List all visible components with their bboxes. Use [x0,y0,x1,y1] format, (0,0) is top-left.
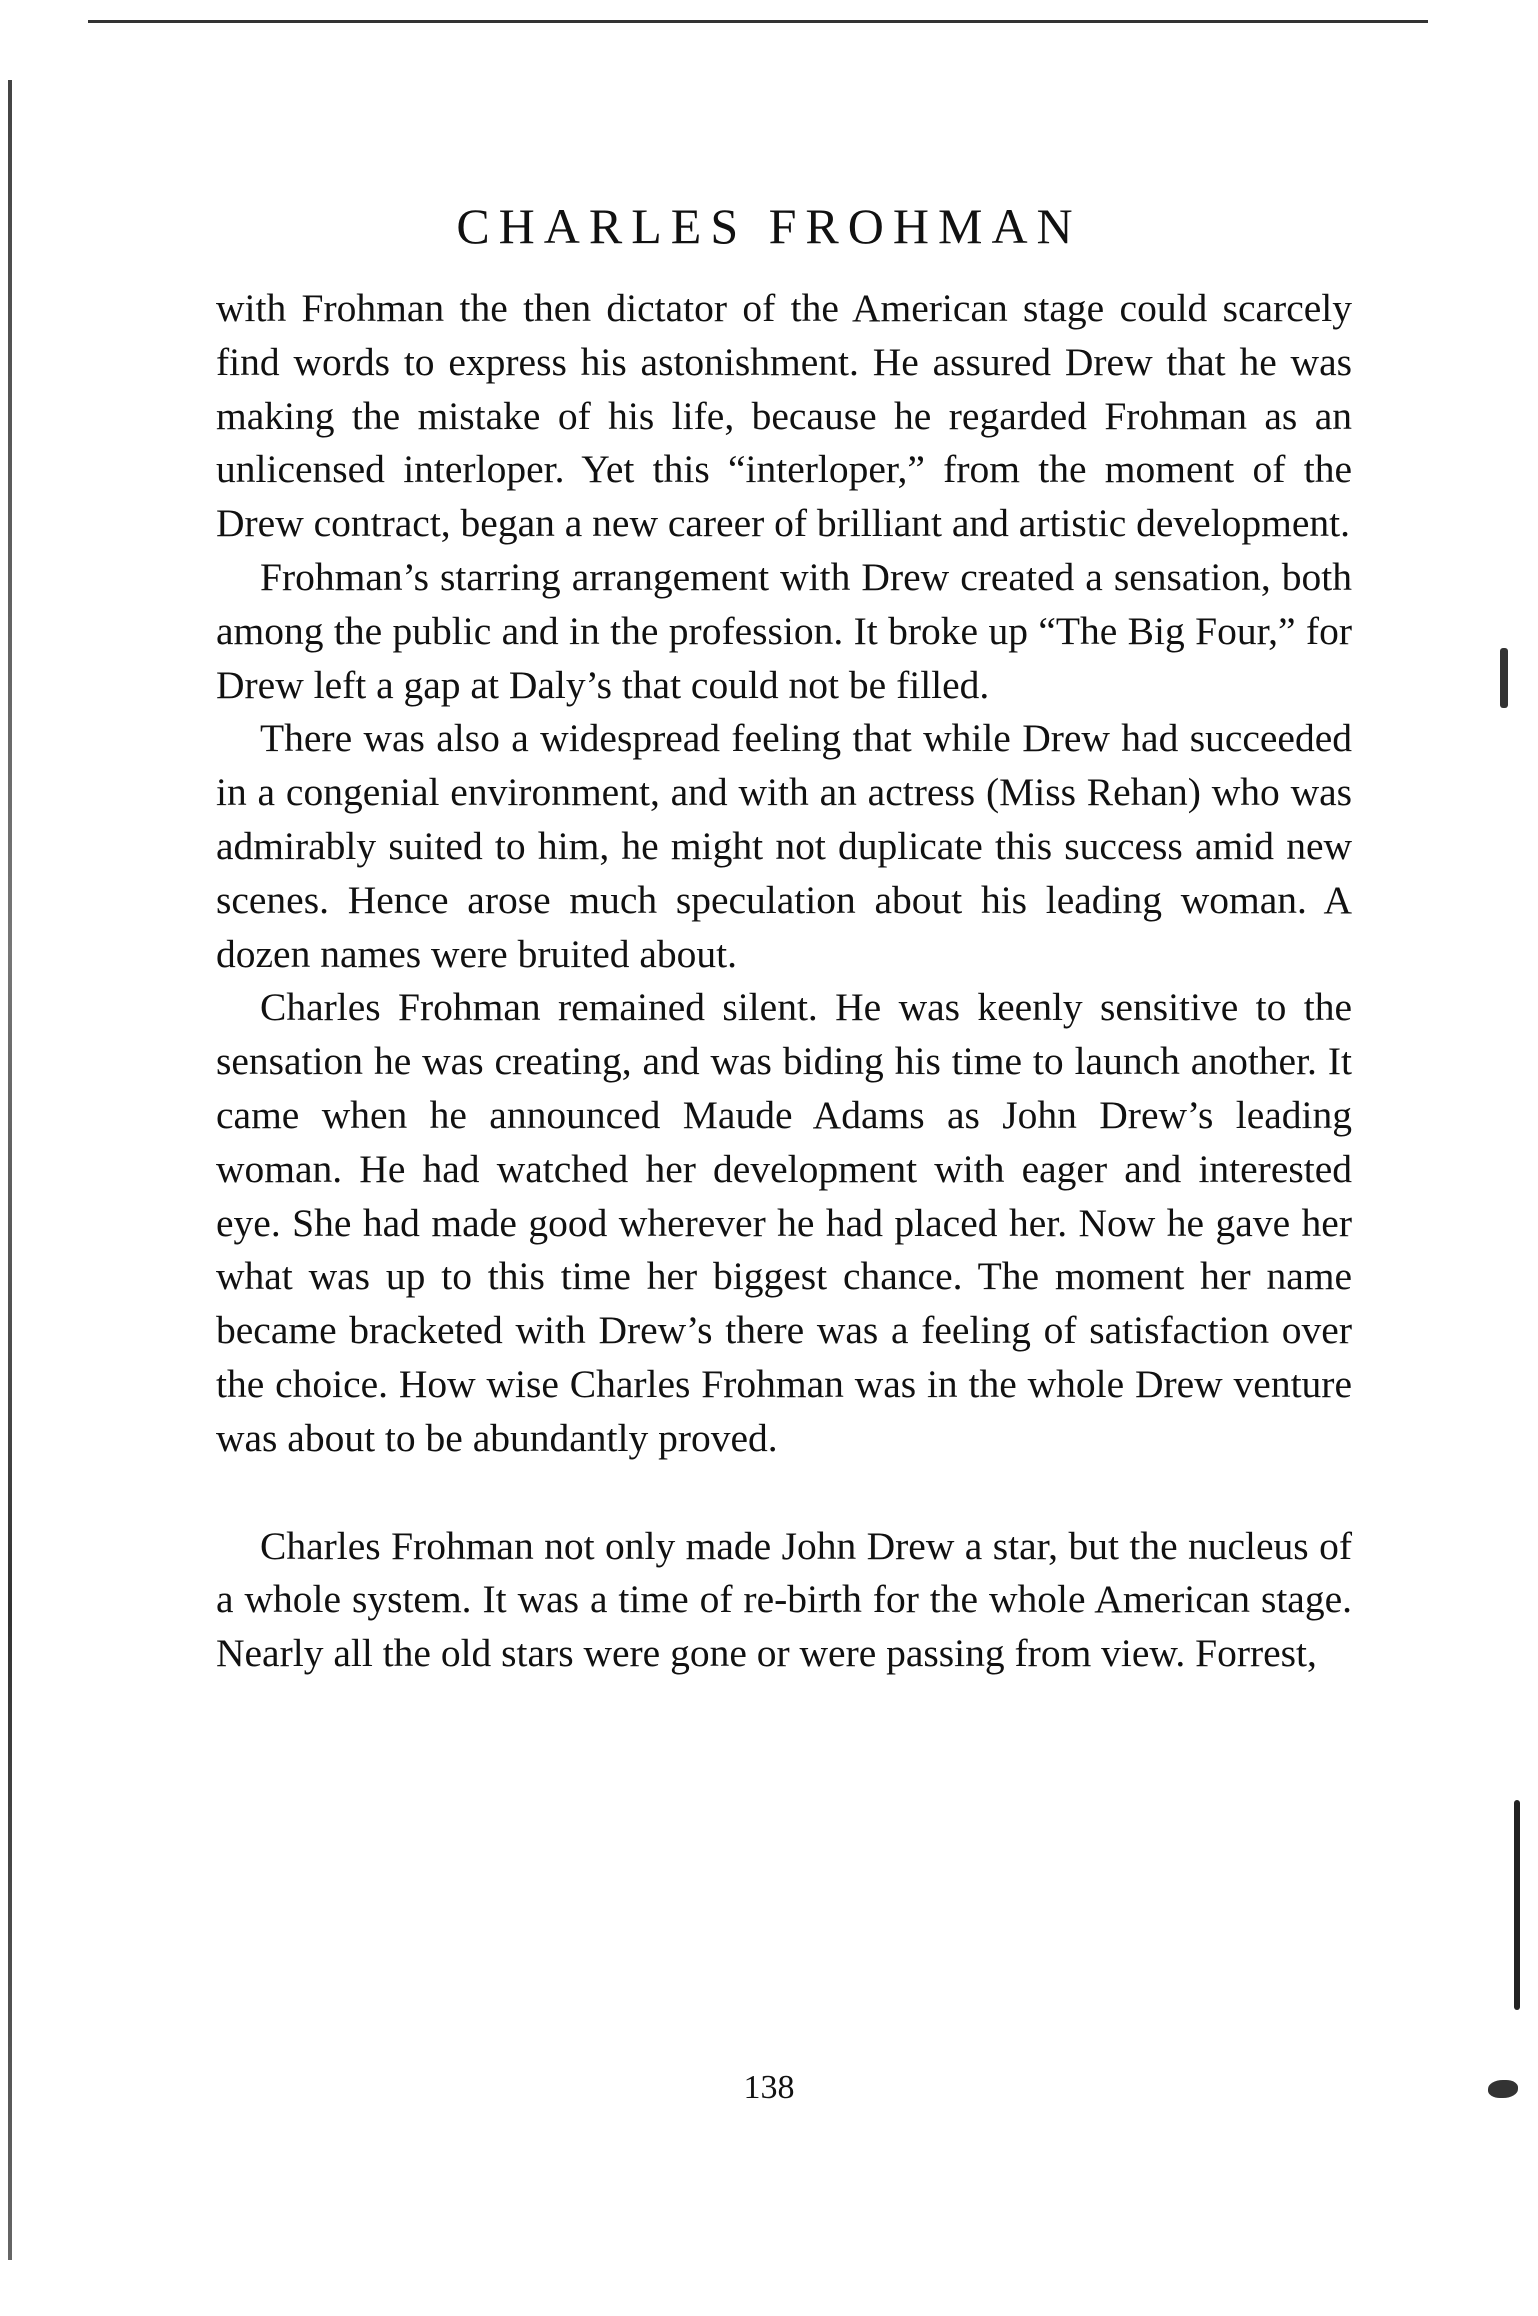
scan-top-edge [88,20,1428,23]
scan-right-edge [1514,1800,1520,2010]
scan-right-mark [1500,648,1508,708]
paragraph: There was also a widespread feeling that while Drew had succeeded in a congenial environment, and with an actress (Miss Rehan) who was admirably suited to him, he might not duplicate this success amid new scenes. Hence arose much speculation about his leading woman. A dozen names were bruited about. [216,716,1352,976]
body-text [216,282,1352,1681]
paragraph-continued: with Frohman the then dictator of the American stage could scarcely find words to express his astonishment. He assured Drew that he was making the mistake of his life, because he regarded Frohman as an unlicensed interloper. Yet this “interloper,” from the moment of the Drew contract, began a new career of brilliant and artistic development. [216,286,1352,546]
running-head: CHARLES FROHMAN [456,198,1082,254]
paragraph: Charles Frohman not only made John Drew a star, but the nucleus of a whole system. It was a time of re-birth for the whole American stage. Nearly all the old stars were gone or were passing from view. Forrest, [216,1523,1352,1676]
paragraph: Charles Frohman remained silent. He was keenly sensitive to the sensation he was creating, and was biding his time to launch another. It came when he announced Maude Adams as John Drew’s leading woman. He had watched her development with eager and interested eye. She had made good wherever he had placed her. Now he gave her what was up to this time her biggest chance. The moment her name became bracketed with Drew’s there was a feeling of satisfaction over the choice. How wise Charles Frohman was in the whole Drew venture was about to be abundantly proved. [216,985,1352,1460]
page-number: 138 [743,2069,795,2106]
paragraph: Frohman’s starring arrangement with Drew created a sensation, both among the public and in the profession. It broke up “The Big Four,” for Drew left a gap at Daly’s that could not be filled. [216,554,1352,707]
scan-left-edge [8,80,12,2260]
